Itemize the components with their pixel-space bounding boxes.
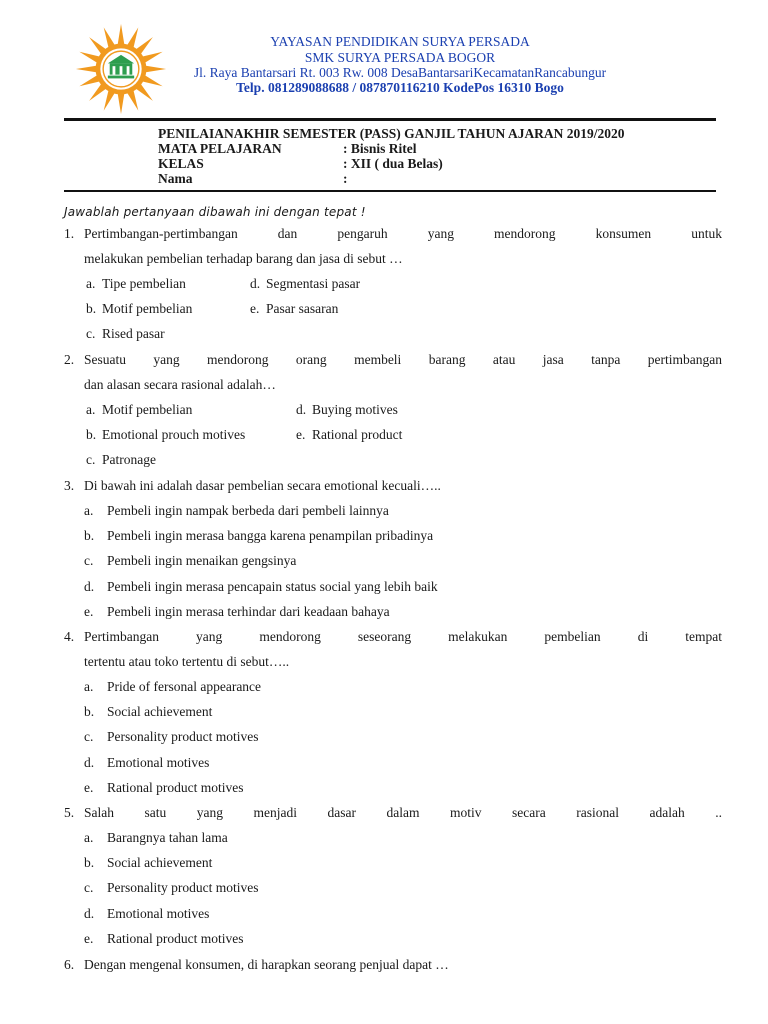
answer-option: Emotional motives [107,754,210,770]
answer-option: Segmentasi pasar [266,276,361,291]
answer-option: Pride of fersonal appearance [107,679,262,694]
answer-option: Emotional prouch motives [102,427,246,443]
exam-value: : Bisnis Ritel [343,141,417,156]
school-header [0,0,768,120]
answer-option: Rational product motives [107,779,244,795]
option-letter: c. [86,452,96,468]
option-letter: a. [84,679,94,694]
question-text: Salah satu yang menjadi dasar dalam motiv secara rasional adalah .. [84,805,722,820]
option-letter: c. [86,326,96,342]
option-letter: b. [86,427,97,443]
option-letter: a. [86,402,96,417]
question-number: 1. [64,226,75,241]
question-number: 6. [64,957,75,972]
question-number: 5. [64,805,75,820]
answer-option: Social achievement [107,704,213,720]
question-text: Dengan mengenal konsumen, di harapkan seorang penjual dapat … [84,957,449,972]
question-text: Sesuatu yang mendorong orang membeli barang atau jasa tanpa pertimbangan [84,352,722,367]
option-letter: e. [250,301,260,317]
school-name: SMK SURYA PERSADA BOGOR [304,50,496,65]
answer-option: Personality product motives [107,880,259,896]
answer-option: Buying motives [312,402,398,417]
answer-option: Motif pembelian [102,402,193,417]
option-letter: b. [84,855,95,871]
question-text: Pertimbangan-pertimbangan dan pengaruh yang mendorong konsumen untuk [84,226,722,241]
option-letter: c. [84,729,94,745]
answer-option: Pembeli ingin merasa terhindar dari keadaan bahaya [107,603,390,619]
option-letter: e. [296,427,306,443]
answer-option: Personality product motives [107,729,259,745]
question-text: dan alasan secara rasional adalah… [84,377,276,393]
option-letter: c. [84,553,94,569]
school-address: Jl. Raya Bantarsari Rt. 003 Rw. 008 DesaBantarsariKecamatanRancabungur [193,65,607,80]
exam-info-divider [64,190,716,192]
answer-option: Rised pasar [102,326,165,342]
option-letter: e. [84,930,94,946]
option-letter: a. [86,276,96,291]
option-letter: b. [84,528,95,544]
exam-key: Nama [158,171,193,186]
header-divider [64,118,716,121]
answer-option: Pembeli ingin menaikan gengsinya [107,553,297,569]
school-contact: Telp. 081289088688 / 087870116210 KodePos 16310 Bogo [236,80,564,95]
exam-row-subject [158,141,625,156]
exam-row-name [158,171,625,186]
option-letter: a. [84,503,94,518]
question-number: 4. [64,629,75,644]
answer-option: Pasar sasaran [266,301,339,317]
exam-title: PENILAIANAKHIR SEMESTER (PASS) GANJIL TAHUN AJARAN 2019/2020 [158,126,625,141]
answer-option: Motif pembelian [102,301,193,317]
school-sun-logo-icon [74,22,168,116]
answer-option: Pembeli ingin nampak berbeda dari pembeli lainnya [107,503,389,518]
option-letter: d. [84,754,95,770]
instruction-text: Jawablah pertanyaan dibawah ini dengan tepat ! [64,205,366,219]
answer-option: Pembeli ingin merasa pencapain status social yang lebih baik [107,578,438,594]
question-number: 3. [64,478,75,493]
option-letter: d. [84,578,95,594]
answer-option: Rational product motives [107,930,244,946]
option-letter: d. [250,276,261,291]
exam-key: MATA PELAJARAN [158,141,282,156]
option-letter: d. [296,402,307,417]
question-number: 2. [64,352,75,367]
answer-option: Patronage [102,452,156,468]
answer-option: Tipe pembelian [102,276,186,291]
exam-value: : [343,171,348,186]
question-text: tertentu atau toko tertentu di sebut….. [84,654,290,670]
question-text: Pertimbangan yang mendorong seseorang melakukan pembelian di tempat [84,629,722,644]
exam-row-class [158,156,625,171]
option-letter: d. [84,905,95,921]
exam-key: KELAS [158,156,204,171]
answer-option: Rational product [312,427,403,443]
answer-option: Social achievement [107,855,213,871]
option-letter: e. [84,779,94,795]
foundation-name: YAYASAN PENDIDIKAN SURYA PERSADA [270,34,530,49]
answer-option: Pembeli ingin merasa bangga karena penampilan pribadinya [107,528,434,544]
answer-option: Emotional motives [107,905,210,921]
exam-info [158,126,625,186]
exam-value: : XII ( dua Belas) [343,156,443,171]
option-letter: c. [84,880,94,896]
option-letter: b. [84,704,95,720]
question-text: melakukan pembelian terhadap barang dan jasa di sebut … [84,251,403,267]
option-letter: e. [84,603,94,619]
option-letter: b. [86,301,97,317]
answer-option: Barangnya tahan lama [107,830,228,845]
option-letter: a. [84,830,94,845]
question-text: Di bawah ini adalah dasar pembelian secara emotional kecuali….. [84,478,441,493]
